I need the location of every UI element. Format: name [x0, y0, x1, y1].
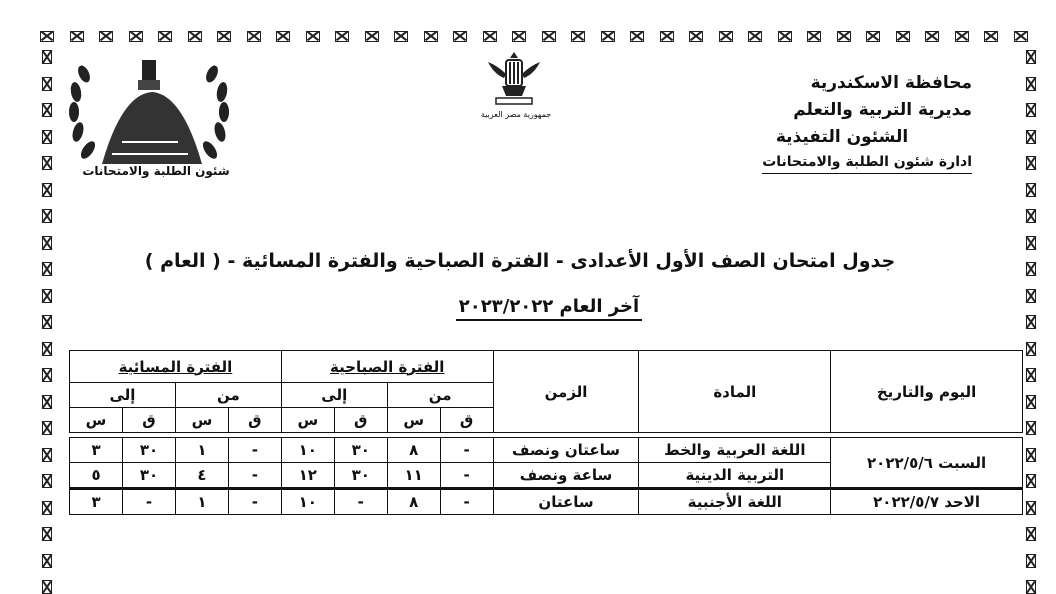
border-ornament	[247, 31, 261, 42]
border-ornament	[306, 31, 320, 42]
cell-evening-from-hour: ١	[175, 438, 228, 463]
border-ornament	[394, 31, 408, 42]
cell-morning-from-minute: -	[440, 438, 493, 463]
cell-morning-to-hour: ١٠	[281, 489, 334, 515]
border-ornament	[42, 554, 52, 568]
cell-evening-to-hour: ٣	[70, 489, 123, 515]
border-ornament	[42, 236, 52, 250]
border-ornament	[689, 31, 703, 42]
border-ornament	[42, 421, 52, 435]
cell-evening-to-hour: ٣	[70, 438, 123, 463]
border-ornament	[1026, 342, 1036, 356]
border-ornament	[837, 31, 851, 42]
cell-morning-from-hour: ٨	[387, 489, 440, 515]
border-ornament	[1026, 315, 1036, 329]
border-ornament	[1026, 527, 1036, 541]
cell-morning-to-hour: ١٠	[281, 438, 334, 463]
border-ornament	[42, 448, 52, 462]
cell-morning-from-hour: ١١	[387, 463, 440, 489]
department-name: ادارة شئون الطلبة والامتحانات	[762, 151, 972, 174]
border-ornament	[1026, 395, 1036, 409]
border-ornament	[778, 31, 792, 42]
header-morning-period: الفترة الصباحية	[281, 351, 493, 383]
border-ornament	[1026, 474, 1036, 488]
cell-evening-from-hour: ٤	[175, 463, 228, 489]
row-day-date: الاحد ٢٠٢٢/٥/٧	[831, 489, 1023, 515]
border-ornament	[276, 31, 290, 42]
border-ornament	[453, 31, 467, 42]
border-ornament	[866, 31, 880, 42]
border-ornament	[955, 31, 969, 42]
emblem-caption: جمهورية مصر العربية	[480, 110, 552, 119]
row-duration: ساعتان ونصف	[493, 438, 639, 463]
header-duration: الزمن	[493, 351, 639, 433]
border-ornament	[1026, 156, 1036, 170]
border-ornament	[1026, 50, 1036, 64]
cell-morning-from-minute: -	[440, 489, 493, 515]
border-ornament	[42, 130, 52, 144]
border-ornament	[1026, 501, 1036, 515]
header-evening-period: الفترة المسائية	[70, 351, 282, 383]
border-ornament	[42, 156, 52, 170]
border-ornament	[42, 209, 52, 223]
border-ornament	[42, 77, 52, 91]
header-minute: ق	[334, 408, 387, 433]
border-ornament	[42, 262, 52, 276]
header-evening-from: من	[175, 383, 281, 408]
border-ornament	[42, 580, 52, 594]
border-ornament	[1026, 130, 1036, 144]
border-ornament	[42, 50, 52, 64]
border-ornament	[42, 342, 52, 356]
border-ornament	[1026, 368, 1036, 382]
border-ornament	[1026, 448, 1036, 462]
exam-schedule-table	[69, 350, 1023, 515]
border-ornament	[188, 31, 202, 42]
lighthouse-wreath-logo	[62, 54, 238, 182]
cell-evening-from-minute: -	[228, 489, 281, 515]
border-ornament	[129, 31, 143, 42]
border-ornament	[42, 474, 52, 488]
border-ornament	[40, 31, 54, 42]
border-ornament	[1026, 183, 1036, 197]
header-minute: ق	[123, 408, 176, 433]
border-ornament	[601, 31, 615, 42]
border-ornament	[1026, 580, 1036, 594]
row-duration: ساعتان	[493, 489, 639, 515]
eagle-emblem-icon	[482, 48, 546, 110]
border-ornament	[630, 31, 644, 42]
border-ornament	[1026, 421, 1036, 435]
header-hour: س	[281, 408, 334, 433]
border-ornament	[365, 31, 379, 42]
header-hour: س	[387, 408, 440, 433]
header-minute: ق	[228, 408, 281, 433]
border-ornament	[807, 31, 821, 42]
border-ornament	[217, 31, 231, 42]
cell-evening-from-hour: ١	[175, 489, 228, 515]
affairs-name: الشئون التفيذية	[775, 127, 909, 147]
row-subject: التربية الدينية	[639, 463, 831, 489]
cell-evening-to-minute: ٣٠	[123, 438, 176, 463]
cell-evening-to-minute: -	[123, 489, 176, 515]
border-ornament	[1026, 554, 1036, 568]
border-ornament	[42, 103, 52, 117]
border-ornament	[571, 31, 585, 42]
border-ornament	[42, 527, 52, 541]
header-morning-from: من	[387, 383, 493, 408]
header-day-date: اليوم والتاريخ	[831, 351, 1023, 433]
cell-evening-from-minute: -	[228, 463, 281, 489]
cell-evening-to-hour: ٥	[70, 463, 123, 489]
cell-morning-from-minute: -	[440, 463, 493, 489]
document-title: جدول امتحان الصف الأول الأعدادى - الفترة الصباحية والفترة المسائية - ( العام )	[144, 250, 896, 272]
row-subject: اللغة الأجنبية	[639, 489, 831, 515]
border-ornament	[158, 31, 172, 42]
border-ornament	[42, 183, 52, 197]
border-ornament	[1026, 209, 1036, 223]
border-ornament	[1026, 262, 1036, 276]
cell-morning-to-minute: -	[334, 489, 387, 515]
row-duration: ساعة ونصف	[493, 463, 639, 489]
cell-morning-to-minute: ٣٠	[334, 438, 387, 463]
table-row	[70, 438, 1023, 463]
border-ornament	[335, 31, 349, 42]
border-ornament	[896, 31, 910, 42]
border-ornament	[42, 395, 52, 409]
header-hour: س	[70, 408, 123, 433]
header-minute: ق	[440, 408, 493, 433]
document-subtitle: آخر العام ٢٠٢٣/٢٠٢٢	[456, 296, 642, 321]
cell-morning-from-hour: ٨	[387, 438, 440, 463]
border-ornament	[70, 31, 84, 42]
border-ornament	[1026, 103, 1036, 117]
header-evening-to: إلى	[70, 383, 176, 408]
cell-morning-to-hour: ١٢	[281, 463, 334, 489]
row-day-date: السبت ٢٠٢٢/٥/٦	[831, 438, 1023, 489]
border-ornament	[42, 315, 52, 329]
border-ornament	[1026, 289, 1036, 303]
border-ornament	[984, 31, 998, 42]
table-row	[70, 489, 1023, 515]
header-subject: المادة	[639, 351, 831, 433]
border-ornament	[424, 31, 438, 42]
border-ornament	[660, 31, 674, 42]
cell-evening-from-minute: -	[228, 438, 281, 463]
cell-morning-to-minute: ٣٠	[334, 463, 387, 489]
border-ornament	[483, 31, 497, 42]
border-ornament	[1014, 31, 1028, 42]
border-ornament	[1026, 236, 1036, 250]
border-ornament	[542, 31, 556, 42]
logo-caption: شئون الطلبة والامتحانات	[82, 164, 230, 178]
border-ornament	[512, 31, 526, 42]
border-ornament	[1026, 77, 1036, 91]
border-ornament	[42, 368, 52, 382]
page-border-top	[40, 28, 1028, 44]
border-ornament	[42, 289, 52, 303]
border-ornament	[99, 31, 113, 42]
border-ornament	[748, 31, 762, 42]
governorate-name: محافظة الاسكندرية	[810, 73, 972, 93]
cell-evening-to-minute: ٣٠	[123, 463, 176, 489]
header-hour: س	[175, 408, 228, 433]
row-subject: اللغة العربية والخط	[639, 438, 831, 463]
header-morning-to: إلى	[281, 383, 387, 408]
border-ornament	[925, 31, 939, 42]
directorate-name: مديرية التربية والتعلم	[793, 100, 972, 120]
page-border-left	[38, 50, 56, 594]
border-ornament	[719, 31, 733, 42]
border-ornament	[42, 501, 52, 515]
issuing-authority	[712, 70, 972, 174]
page-border-right	[1022, 50, 1040, 594]
